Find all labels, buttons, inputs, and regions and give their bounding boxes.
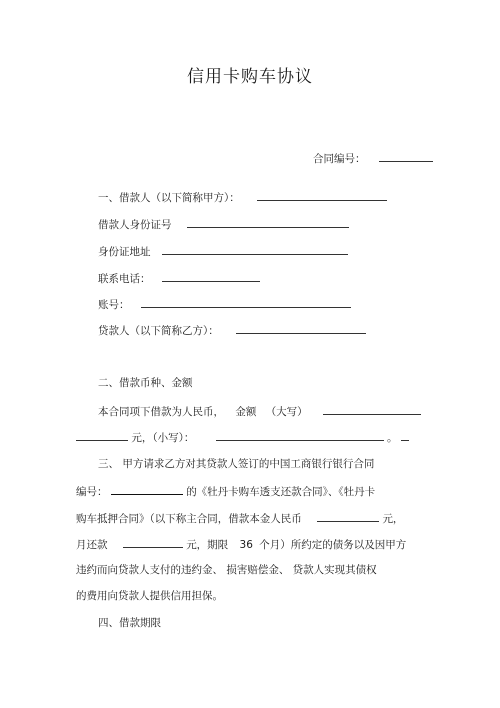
- contract-no-blank: [379, 150, 433, 162]
- contract-no-label: 合同编号：: [313, 153, 366, 165]
- borrower-blank: [257, 189, 387, 201]
- account-label: 账号：: [98, 299, 130, 311]
- amount-figures-label: 元，（小写）：: [131, 432, 195, 444]
- amount-end-mark: 。: [387, 432, 398, 444]
- section-3-line-2: [76, 483, 375, 499]
- phone-blank: [162, 270, 260, 282]
- amount-intro-text: 本合同项下借款为人民币，: [98, 406, 224, 418]
- term-months-value: 36: [239, 539, 253, 551]
- lender-blank: [236, 322, 366, 334]
- section-3-line-4: [76, 536, 406, 552]
- contract-no-ref-label: 编号：: [76, 486, 108, 498]
- section-3-line-6: 的费用向贷款人提供信用担保。: [76, 590, 223, 602]
- monthly-unit-term: 元，期限: [186, 539, 229, 551]
- section-3-line-3: [76, 510, 403, 526]
- account-row: [98, 296, 351, 312]
- phone-row: [98, 270, 260, 286]
- borrower-row: [98, 189, 387, 205]
- contract-names-text: 的《牡丹卡购车透支还款合同》、《牡丹卡: [186, 486, 376, 498]
- borrower-id-label: 借款人身份证号: [98, 219, 172, 231]
- id-address-blank: [162, 243, 348, 255]
- principal-blank: [317, 510, 379, 522]
- monthly-blank: [123, 536, 183, 548]
- borrower-label: 一、借款人（以下简称甲方）：: [98, 192, 240, 204]
- monthly-label: 月还款: [76, 539, 108, 551]
- section-3-line-5: 违约而向贷款人支付的违约金、 损害赔偿金、 贷款人实现其债权: [76, 564, 377, 576]
- id-address-row: [98, 243, 348, 259]
- term-tail-text: 个月）所约定的债务以及因甲方: [259, 539, 407, 551]
- phone-label: 联系电话：: [98, 273, 151, 285]
- amount-end-blank: [401, 429, 409, 441]
- amount-row-1: [98, 403, 421, 419]
- lender-row: [98, 322, 366, 338]
- id-address-label: 身份证地址: [98, 246, 151, 258]
- amount-words-label: （大写）: [265, 406, 308, 418]
- principal-unit: 元，: [382, 513, 404, 525]
- borrower-id-blank: [187, 216, 349, 228]
- amount-figures-blank: [216, 429, 384, 441]
- amount-label: 金额: [235, 406, 257, 418]
- principal-text: 购车抵押合同》（以下称主合同，借款本金人民币: [76, 513, 302, 525]
- borrower-id-row: [98, 216, 349, 232]
- section-2-heading: 二、借款币种、金额: [98, 377, 193, 389]
- section-4-heading: 四、借款期限: [98, 617, 161, 629]
- contract-no-ref-blank: [111, 483, 183, 495]
- amount-words-blank-2: [76, 429, 128, 441]
- lender-label: 贷款人（以下简称乙方）：: [98, 325, 219, 337]
- amount-words-blank: [323, 403, 421, 415]
- account-blank: [141, 296, 351, 308]
- document-title: 信用卡购车协议: [187, 67, 313, 87]
- section-3-line-1: 三、 甲方请求乙方对其贷款人签订的中国工商银行银行合同: [98, 458, 375, 470]
- contract-no-row: [313, 150, 433, 166]
- amount-row-2: [76, 429, 409, 445]
